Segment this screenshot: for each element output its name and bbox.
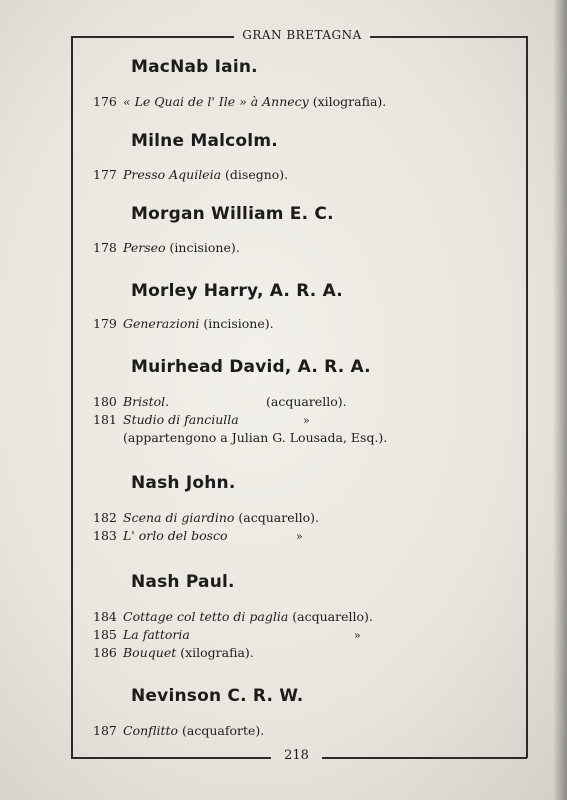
artwork-list: [93, 239, 518, 257]
artist-block: [93, 56, 518, 111]
artwork-list: [93, 166, 518, 184]
artwork-entry: [93, 509, 518, 527]
artist-block: [93, 356, 518, 447]
artist-name: Morley Harry, A. R. A.: [131, 281, 343, 301]
running-head: GRAN BRETAGNA: [242, 28, 362, 42]
artist-block: [93, 571, 518, 662]
frame-top-rule-left: [71, 36, 234, 38]
catalogue-number: 176: [93, 94, 117, 109]
catalogue-number: 180: [93, 394, 117, 409]
artwork-entry: [93, 393, 518, 411]
artwork-title: Conflitto: [123, 723, 179, 738]
catalogue-number: 183: [93, 528, 117, 543]
catalogue-number: 181: [93, 412, 117, 427]
artwork-technique: (acquarello).: [292, 609, 373, 624]
artist-name: Milne Malcolm.: [131, 131, 278, 151]
artwork-technique: (xilografia).: [312, 94, 387, 109]
artwork-technique: (disegno).: [225, 167, 289, 182]
catalogue-number: 179: [93, 316, 117, 331]
artwork-title: Cottage col tetto di paglia: [123, 609, 289, 624]
artwork-title: Bristol.: [123, 394, 170, 409]
artwork-entry: [93, 93, 518, 111]
artwork-entry: [93, 315, 518, 333]
catalogue-number: 177: [93, 167, 117, 182]
artwork-technique: (incisione).: [169, 240, 240, 255]
artwork-title: Studio di fanciulla: [123, 412, 239, 427]
artwork-list: [93, 393, 518, 429]
artwork-technique: (acquarello).: [238, 510, 319, 525]
artist-block: [93, 280, 518, 333]
artwork-technique: (acquaforte).: [182, 723, 265, 738]
artwork-title: La fattoria: [123, 627, 190, 642]
artwork-title: Perseo: [123, 240, 166, 255]
frame-bottom-rule-right: [322, 757, 527, 759]
artist-name: Nevinson C. R. W.: [131, 686, 304, 706]
artwork-entry: [93, 239, 518, 257]
artwork-technique: (incisione).: [203, 316, 274, 331]
ditto-mark: »: [296, 530, 303, 543]
artwork-list: [93, 509, 518, 545]
artwork-title: Presso Aquileia: [123, 167, 222, 182]
artwork-title: « Le Quai de l' Ile » à Annecy: [123, 94, 309, 109]
artwork-title: Scena di giardino: [123, 510, 235, 525]
artist-name: Nash Paul.: [131, 572, 235, 592]
frame-top-rule-right: [370, 36, 527, 38]
catalogue-number: 182: [93, 510, 117, 525]
artwork-entry: [93, 608, 518, 626]
artwork-entry: [93, 626, 518, 644]
artwork-technique: (acquarello).: [266, 394, 347, 409]
artwork-entry: [93, 166, 518, 184]
artist-name: Nash John.: [131, 473, 236, 493]
artwork-title: Generazioni: [123, 316, 200, 331]
frame-right-rule: [526, 36, 528, 758]
artwork-list: [93, 608, 518, 662]
artwork-entry: [93, 527, 518, 545]
artist-block: [93, 130, 518, 184]
artwork-list: [93, 315, 518, 333]
artwork-title: L' orlo del bosco: [123, 528, 228, 543]
artwork-entry: [93, 644, 518, 662]
artist-block: [93, 685, 518, 740]
ditto-mark: »: [303, 414, 310, 427]
artist-name: Morgan William E. C.: [131, 204, 334, 224]
artwork-title: Bouquet: [123, 645, 177, 660]
artist-name: Muirhead David, A. R. A.: [131, 357, 371, 377]
frame-bottom-rule-left: [71, 757, 271, 759]
ownership-note: (appartengono a Julian G. Lousada, Esq.).: [123, 430, 388, 445]
catalogue-number: 185: [93, 627, 117, 642]
page-edge-shadow: [553, 0, 567, 800]
catalogue-number: 178: [93, 240, 117, 255]
artwork-technique: (xilografia).: [180, 645, 254, 660]
artist-block: [93, 472, 518, 545]
artwork-list: [93, 722, 518, 740]
ditto-mark: »: [354, 629, 361, 642]
artwork-entry: [93, 722, 518, 740]
page-number: 218: [284, 748, 309, 763]
artwork-list: [93, 93, 518, 111]
artwork-entry: [93, 411, 518, 429]
artist-name: MacNab Iain.: [131, 57, 258, 77]
frame-left-rule: [71, 36, 73, 758]
catalogue-number: 184: [93, 609, 117, 624]
catalogue-number: 186: [93, 645, 117, 660]
artist-block: [93, 203, 518, 257]
catalogue-number: 187: [93, 723, 117, 738]
